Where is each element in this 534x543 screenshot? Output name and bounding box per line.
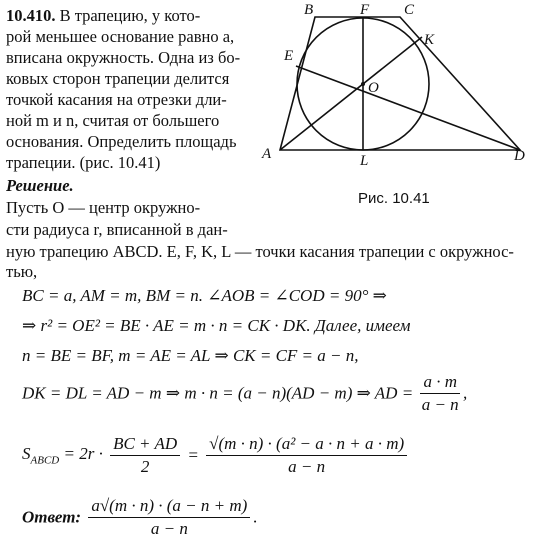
problem-line-2: рой меньшее основание равно a, [6, 27, 235, 46]
label-a: A [262, 146, 272, 162]
label-c: C [404, 2, 415, 18]
problem-text: В трапецию, у кото- [59, 6, 201, 25]
solution-line-4: тью, [6, 262, 38, 281]
problem-line-7: основания. Определить площадь [6, 132, 237, 151]
label-l: L [360, 153, 369, 169]
formula-5-fraction-1: $\frac{BC + AD}{2}$ [110, 434, 180, 477]
label-b: B [304, 2, 314, 18]
solution-line-2: сти радиуса r, вписанной в дан- [6, 220, 228, 239]
formula-5-area: $S_{ABCD} = 2r$ · $\frac{BC + AD}{2}$ = $\frac{\text{√(m · n) · (a² − a · n + a · m)}}{a - n}$ [22, 434, 410, 477]
formula-3: n = BE = BF, m = AE = AL ⇒ CK = CF = a − n, [22, 346, 359, 365]
label-o: O [368, 80, 379, 96]
label-e: E [284, 48, 294, 64]
answer: Ответ: $\frac{a√(m \cdot n) \cdot (a - n + m)}{a - n}$ . [22, 496, 258, 538]
problem-line-8: трапеции. (рис. 10.41) [6, 153, 161, 172]
answer-label: Ответ: [22, 507, 82, 527]
trapezoid-figure [250, 0, 534, 175]
label-k: K [424, 32, 435, 48]
figure-caption: Рис. 10.41 [358, 190, 430, 207]
formula-4-fraction: $\frac{a \cdot m}{a - n}$ [421, 372, 459, 414]
center-point [361, 82, 365, 86]
solution-line-3: ную трапецию ABCD. E, F, K, L — точки касания трапеции с окружнос- [6, 242, 514, 261]
problem-line-1 [6, 6, 200, 26]
label-f: F [360, 2, 370, 18]
segment-ak [280, 37, 422, 150]
problem-line-6: ной m и n, считая от большего [6, 111, 220, 130]
formula-5-fraction-2: $\frac{\text{√(m · n) · (a² − a · n + a · m)}}{a - n}$ [206, 434, 407, 477]
formula-4: DK = DL = AD − m ⇒ m · n = (a − n)(AD − m) ⇒ AD = $\frac{a \cdot m}{a - n}$ , [22, 372, 468, 414]
formula-1: BC = a, AM = m, BM = n. ∠AOB = ∠COD = 90° ⇒ [22, 286, 387, 305]
solution-line-1: Пусть O — центр окружно- [6, 198, 201, 217]
formula-2: ⇒ r² = OE² = BE · AE = m · n = CK · DK. Далее, имеем [22, 316, 411, 335]
problem-line-5: точкой касания на отрезки дли- [6, 90, 227, 109]
solution-heading: Решение. [6, 176, 74, 195]
label-d: D [514, 148, 525, 164]
segment-ed [296, 66, 520, 150]
problem-number: 10.410. [6, 6, 56, 25]
problem-line-4: ковых сторон трапеции делится [6, 69, 230, 88]
answer-fraction: $\frac{a√(m \cdot n) \cdot (a - n + m)}{a - n}$ [88, 496, 250, 539]
problem-line-3: вписана окружность. Одна из бо- [6, 48, 241, 67]
